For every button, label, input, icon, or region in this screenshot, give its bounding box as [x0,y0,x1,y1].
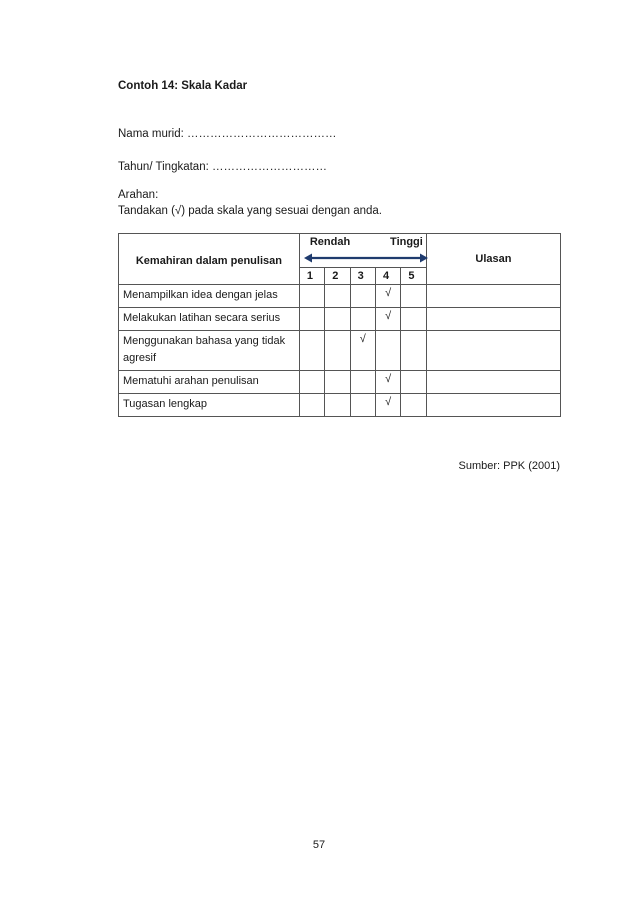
scale-number-3: 3 [350,267,375,284]
skill-cell: Menampilkan idea dengan jelas [119,285,300,308]
rating-cell-4[interactable]: √ [376,285,401,308]
rating-cell-5[interactable] [401,308,426,331]
rating-cell-5[interactable] [401,285,426,308]
skill-cell: Mematuhi arahan penulisan [119,371,300,394]
rating-cell-4[interactable]: √ [376,308,401,331]
double-arrow-icon [304,252,428,264]
rating-scale-table [118,233,561,417]
table-row [119,331,561,371]
comment-cell[interactable] [426,331,560,371]
scale-range-header [299,234,426,268]
rating-cell-1[interactable] [299,331,324,371]
source-citation: Sumber: PPK (2001) [458,460,560,472]
skill-column-header: Kemahiran dalam penulisan [119,234,300,285]
rating-cell-3[interactable] [350,285,375,308]
rating-cell-2[interactable] [325,371,350,394]
rating-cell-2[interactable] [325,331,350,371]
scale-number-2: 2 [325,267,350,284]
rating-cell-1[interactable] [299,285,324,308]
rating-cell-2[interactable] [325,308,350,331]
rating-cell-2[interactable] [325,285,350,308]
high-label: Tinggi [390,236,423,248]
rating-cell-3[interactable] [350,308,375,331]
scale-number-1: 1 [299,267,324,284]
rating-cell-1[interactable] [299,394,324,417]
rating-cell-5[interactable] [401,331,426,371]
page-number: 57 [312,839,326,851]
rating-cell-5[interactable] [401,394,426,417]
rating-cell-1[interactable] [299,371,324,394]
rating-cell-3[interactable]: √ [350,331,375,371]
instructions-label: Arahan: [118,189,159,201]
rating-cell-4[interactable] [376,331,401,371]
scale-number-4: 4 [376,267,401,284]
rating-cell-4[interactable]: √ [376,394,401,417]
table-row [119,371,561,394]
document-title: Contoh 14: Skala Kadar [118,80,248,92]
student-name-line: Nama murid: ………………………………… [118,128,337,140]
year-level-line: Tahun/ Tingkatan: ………………………… [118,161,327,173]
comment-cell[interactable] [426,308,560,331]
instructions-text: Tandakan (√) pada skala yang sesuai dengan anda. [118,205,382,217]
table-row [119,308,561,331]
comment-cell[interactable] [426,371,560,394]
rating-cell-3[interactable] [350,394,375,417]
rating-cell-5[interactable] [401,371,426,394]
rating-cell-2[interactable] [325,394,350,417]
rating-cell-4[interactable]: √ [376,371,401,394]
table-row [119,394,561,417]
skill-cell: Tugasan lengkap [119,394,300,417]
table-row [119,285,561,308]
rating-cell-3[interactable] [350,371,375,394]
skill-cell: Melakukan latihan secara serius [119,308,300,331]
rating-cell-1[interactable] [299,308,324,331]
low-label: Rendah [309,236,351,248]
comment-column-header: Ulasan [426,234,560,285]
comment-cell[interactable] [426,394,560,417]
comment-cell[interactable] [426,285,560,308]
scale-number-5: 5 [401,267,426,284]
skill-cell: Menggunakan bahasa yang tidak agresif [119,331,300,371]
